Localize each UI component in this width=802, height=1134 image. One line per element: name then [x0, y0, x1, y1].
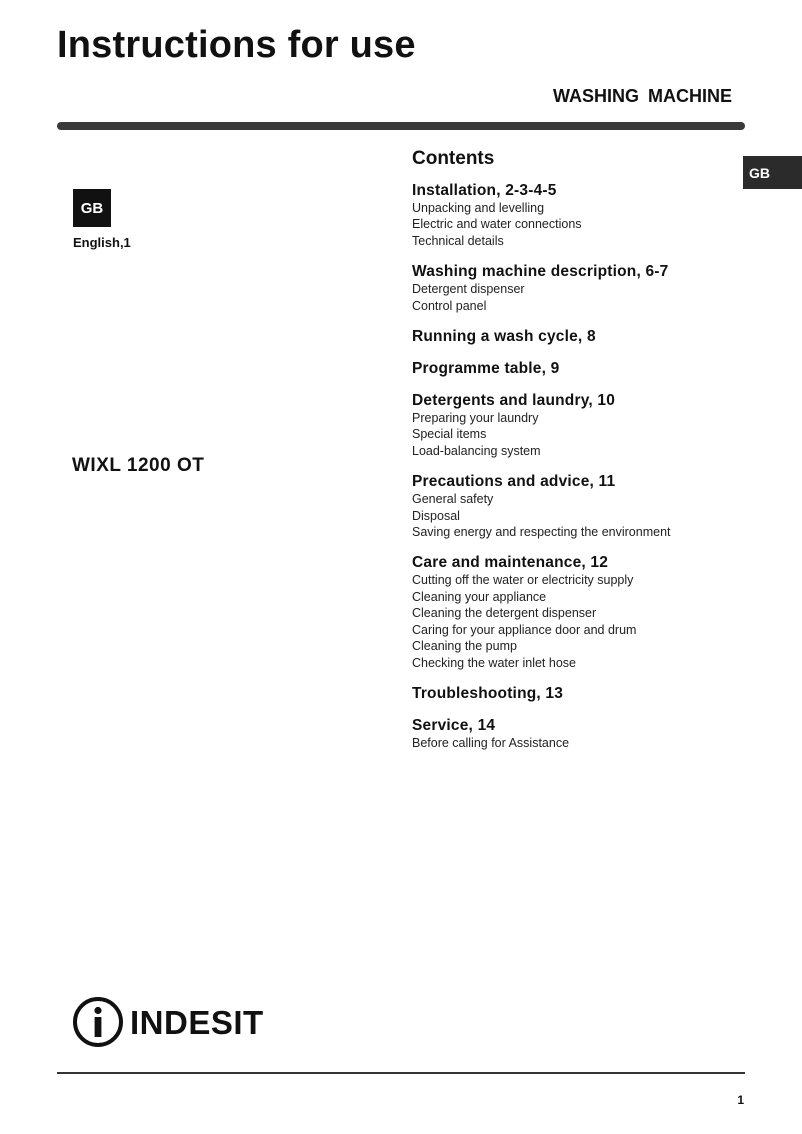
- section-item: Electric and water connections: [412, 217, 582, 232]
- model-number: WIXL 1200 OT: [72, 455, 205, 476]
- language-tab: GB: [743, 156, 802, 189]
- section-item: Technical details: [412, 233, 504, 248]
- contents-section: [412, 359, 752, 378]
- section-heading: Troubleshooting, 13: [412, 684, 564, 702]
- section-heading: Service, 14: [412, 716, 496, 734]
- section-heading: Washing machine description, 6-7: [412, 263, 669, 281]
- section-item: Disposal: [412, 508, 460, 523]
- section-item: Saving energy and respecting the environment: [412, 525, 671, 540]
- indesit-logo-icon: [72, 996, 124, 1048]
- section-items: [412, 281, 752, 314]
- section-heading: Care and maintenance, 12: [412, 554, 609, 572]
- section-items: [412, 572, 752, 670]
- section-item: Cleaning the pump: [412, 639, 517, 654]
- section-heading: Running a wash cycle, 8: [412, 328, 596, 346]
- section-heading: Precautions and advice, 11: [412, 473, 616, 491]
- section-item: Cleaning the detergent dispenser: [412, 606, 597, 621]
- section-item: Control panel: [412, 298, 487, 313]
- contents-section: [412, 472, 752, 540]
- page-number: 1: [737, 1093, 744, 1107]
- section-items: [412, 200, 752, 249]
- contents-section: [412, 391, 752, 459]
- language-label: English,1: [73, 235, 131, 250]
- contents-title: Contents: [412, 148, 495, 169]
- section-items: [412, 735, 752, 751]
- table-of-contents: [412, 148, 752, 764]
- language-badge: GB: [73, 189, 111, 227]
- section-item: Detergent dispenser: [412, 282, 525, 297]
- section-heading: Detergents and laundry, 10: [412, 392, 616, 410]
- page-title: Instructions for use: [57, 24, 416, 66]
- section-item: Unpacking and levelling: [412, 201, 545, 215]
- section-item: Preparing your laundry: [412, 411, 539, 426]
- section-item: Checking the water inlet hose: [412, 655, 576, 670]
- brand-name: INDESIT: [130, 1003, 264, 1041]
- bottom-divider: [57, 1072, 745, 1074]
- section-items: [412, 491, 752, 540]
- section-heading: Installation, 2-3-4-5: [412, 182, 557, 199]
- section-items: [412, 410, 752, 459]
- contents-section: [412, 262, 752, 314]
- section-item: General safety: [412, 492, 494, 507]
- section-item: Cutting off the water or electricity supply: [412, 573, 634, 588]
- section-item: Cleaning your appliance: [412, 589, 547, 604]
- contents-section: [412, 553, 752, 670]
- section-item: Caring for your appliance door and drum: [412, 622, 637, 637]
- document-subtitle: WASHING MACHINE: [553, 86, 732, 106]
- contents-section: [412, 181, 752, 249]
- top-divider: [57, 122, 745, 130]
- section-item: Load-balancing system: [412, 443, 541, 458]
- section-heading: Programme table, 9: [412, 360, 560, 378]
- contents-section: [412, 327, 752, 346]
- brand-logo: [72, 996, 264, 1048]
- section-item: Before calling for Assistance: [412, 735, 570, 750]
- section-item: Special items: [412, 427, 487, 442]
- contents-sections: [412, 181, 752, 751]
- contents-section: [412, 684, 752, 703]
- contents-section: [412, 716, 752, 751]
